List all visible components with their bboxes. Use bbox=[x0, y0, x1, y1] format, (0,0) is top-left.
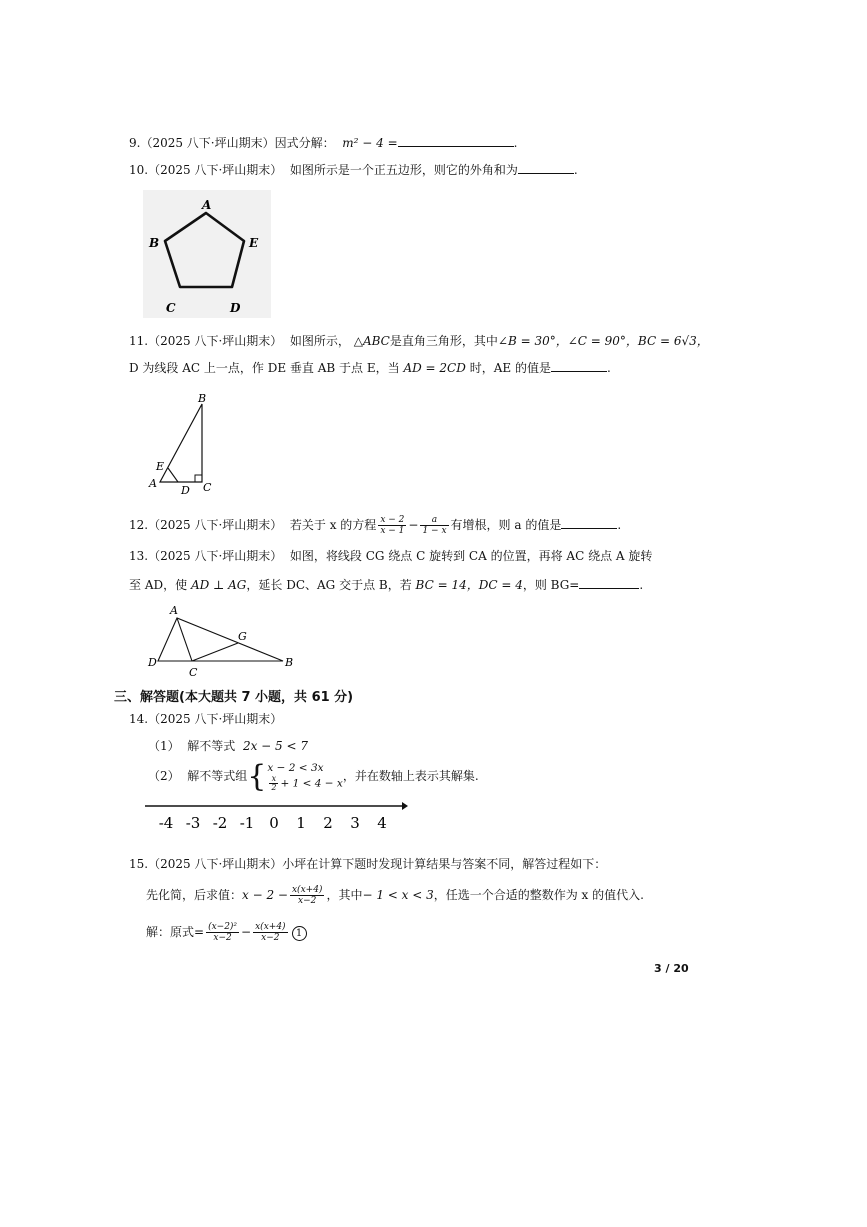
axis-tick-label: -2 bbox=[212, 814, 228, 832]
denominator: 2 bbox=[271, 783, 277, 792]
question-text: 如图所示是一个正五边形，则它的外角和为 bbox=[289, 163, 518, 177]
math-expression: AD ⊥ AG bbox=[190, 578, 247, 592]
label-c: C bbox=[166, 301, 176, 315]
question-14-part-2 bbox=[148, 758, 479, 794]
question-text: ，并在数轴上表示其解集. bbox=[342, 769, 479, 783]
question-10: 10.（2025 八下·坪山期末） 如图所示是一个正五边形，则它的外角和为 . bbox=[129, 163, 578, 177]
part-label: （2） bbox=[148, 769, 180, 783]
label-d: D bbox=[230, 301, 241, 315]
denominator: x−2 bbox=[261, 933, 280, 943]
question-9: 9.（2025 八下·坪山期末）因式分解： m² − 4 = . bbox=[129, 136, 518, 150]
question-text: 如图所示， bbox=[289, 334, 350, 348]
numerator: (x−2)² bbox=[208, 922, 238, 932]
label-b: B bbox=[198, 392, 207, 405]
question-14-part-1 bbox=[148, 738, 308, 754]
axis-tick-label: -3 bbox=[185, 814, 201, 832]
question-text: 是直角三角形，其中 bbox=[389, 334, 498, 348]
operator: − bbox=[241, 925, 252, 939]
question-15 bbox=[129, 856, 606, 872]
math-expression: 2x − 5 < 7 bbox=[242, 739, 308, 753]
question-text: 至 AD，使 bbox=[129, 578, 188, 592]
question-text: 解不等式 bbox=[187, 739, 236, 753]
operator: − bbox=[408, 518, 419, 532]
denominator: 1 − x bbox=[422, 526, 447, 536]
question-number: 14. bbox=[129, 712, 149, 726]
question-source: （2025 八下·坪山期末） bbox=[148, 712, 283, 726]
question-number: 12. bbox=[129, 518, 149, 532]
numerator: x − 2 bbox=[380, 515, 405, 525]
question-source: （2025 八下·坪山期末） bbox=[148, 518, 283, 532]
numerator: x bbox=[269, 775, 278, 784]
fraction bbox=[290, 885, 324, 906]
question-text: 如图，将线段 CG 绕点 C 旋转到 CA 的位置，再将 AC 绕点 A 旋转 bbox=[289, 549, 653, 563]
question-text: 解：原式= bbox=[146, 925, 205, 939]
question-number: 15. bbox=[129, 857, 149, 871]
page-number: 3 / 20 bbox=[654, 962, 689, 975]
question-14 bbox=[129, 711, 282, 727]
label-d: D bbox=[148, 656, 157, 669]
axis-tick-label: -1 bbox=[239, 814, 255, 832]
question-text: 时，AE 的值是 bbox=[469, 361, 551, 375]
question-text: ，其中 bbox=[326, 888, 363, 902]
question-15-line-2 bbox=[146, 881, 644, 909]
fraction bbox=[206, 922, 239, 943]
axis-tick-label: 2 bbox=[323, 814, 333, 832]
label-g: G bbox=[238, 630, 247, 643]
numerator: x(x+4) bbox=[291, 885, 323, 895]
numerator: a bbox=[420, 515, 448, 526]
question-text: 有增根，则 a 的值是 bbox=[450, 518, 562, 532]
number-line bbox=[140, 796, 410, 836]
question-text: ，延长 DC、AG 交于点 B，若 bbox=[246, 578, 412, 592]
question-number: 11. bbox=[129, 334, 149, 348]
inequality-system bbox=[267, 761, 342, 792]
question-13 bbox=[129, 548, 652, 564]
axis-tick-label: -4 bbox=[158, 814, 174, 832]
label-d: D bbox=[181, 484, 190, 497]
right-triangle-figure bbox=[144, 388, 224, 498]
question-text: ，则 BG= bbox=[522, 578, 580, 592]
math-expression: − 1 < x < 3 bbox=[362, 888, 434, 902]
question-source: （2025 八下·坪山期末） bbox=[148, 549, 283, 563]
question-12: 12.（2025 八下·坪山期末） 若关于 x 的方程 $\frac{x - 2}{x - 1}$ − $\frac{a}{1 - x}$ 有增根，则 a 的值是 . bbox=[129, 515, 622, 536]
rotation-figure bbox=[143, 600, 303, 680]
math-expression: △ABC bbox=[353, 334, 390, 348]
question-source: （2025 八下·坪山期末） bbox=[148, 163, 283, 177]
denominator: x − 1 bbox=[380, 526, 405, 536]
inequality-2 bbox=[267, 775, 342, 792]
question-text: 解不等式组 bbox=[187, 769, 248, 783]
axis-tick-label: 0 bbox=[269, 814, 279, 832]
answer-blank bbox=[561, 516, 617, 529]
label-a: A bbox=[149, 477, 157, 490]
fraction bbox=[253, 922, 287, 943]
question-text: 若关于 x 的方程 bbox=[289, 518, 377, 532]
inequality-1: x − 2 < 3x bbox=[267, 762, 324, 774]
question-text: D 为线段 AC 上一点，作 DE 垂直 AB 于点 E，当 bbox=[129, 361, 400, 375]
question-11-line-2: D 为线段 AC 上一点，作 DE 垂直 AB 于点 E，当 AD = 2CD 时，AE 的值是 . bbox=[129, 361, 611, 375]
question-text: ，任选一个合适的整数作为 x 的值代入. bbox=[433, 888, 644, 902]
question-number: 10. bbox=[129, 163, 149, 177]
question-source: （2025 八下·坪山期末） bbox=[140, 136, 275, 150]
fraction bbox=[420, 515, 448, 536]
axis-tick-label: 1 bbox=[296, 814, 306, 832]
step-mark: 1 bbox=[292, 926, 307, 941]
fraction bbox=[378, 515, 406, 536]
answer-blank bbox=[518, 161, 574, 174]
section-title: 三、解答题(本大题共 7 小题，共 61 分) bbox=[114, 690, 354, 705]
label-a: A bbox=[202, 198, 212, 212]
question-number: 9. bbox=[129, 136, 141, 150]
math-expression: ∠B = 30°，∠C = 90°，BC = 6√3， bbox=[497, 334, 709, 348]
label-e: E bbox=[249, 236, 259, 250]
part-label: （1） bbox=[148, 739, 180, 753]
inequality-rest: + 1 < 4 − x bbox=[280, 777, 343, 790]
question-text: 小坪在计算下题时发现计算结果与答案不同，解答过程如下： bbox=[282, 857, 607, 871]
question-11 bbox=[129, 333, 709, 349]
pentagon-figure bbox=[143, 190, 271, 318]
label-c: C bbox=[203, 481, 212, 494]
question-source: （2025 八下·坪山期末） bbox=[148, 857, 283, 871]
answer-blank bbox=[551, 359, 607, 372]
axis-tick-label: 4 bbox=[377, 814, 387, 832]
numerator: x(x+4) bbox=[255, 922, 286, 932]
question-source: （2025 八下·坪山期末） bbox=[148, 334, 283, 348]
denominator: x−2 bbox=[298, 896, 317, 906]
answer-blank bbox=[579, 576, 639, 589]
math-expression: AD = 2CD bbox=[403, 361, 466, 375]
label-c: C bbox=[189, 666, 198, 679]
fraction bbox=[269, 775, 278, 792]
answer-blank bbox=[398, 134, 514, 147]
question-text: 先化简，后求值： bbox=[146, 888, 243, 902]
label-e: E bbox=[156, 460, 165, 473]
math-expression: x − 2 − bbox=[242, 888, 288, 902]
question-13-line-2: 至 AD，使 AD ⊥ AG，延长 DC、AG 交于点 B，若 BC = 14，DC = 4，则 BG= . bbox=[129, 578, 644, 592]
axis-tick-label: 3 bbox=[350, 814, 360, 832]
math-expression: m² − 4 = bbox=[342, 136, 398, 150]
label-b: B bbox=[149, 236, 160, 250]
question-15-line-3 bbox=[146, 918, 307, 946]
question-text: 因式分解： bbox=[274, 136, 335, 150]
math-expression: BC = 14，DC = 4 bbox=[415, 578, 523, 592]
denominator: x−2 bbox=[213, 933, 232, 943]
label-a: A bbox=[170, 604, 178, 617]
system-brace: { bbox=[247, 758, 267, 794]
label-b: B bbox=[285, 656, 294, 669]
question-number: 13. bbox=[129, 549, 149, 563]
